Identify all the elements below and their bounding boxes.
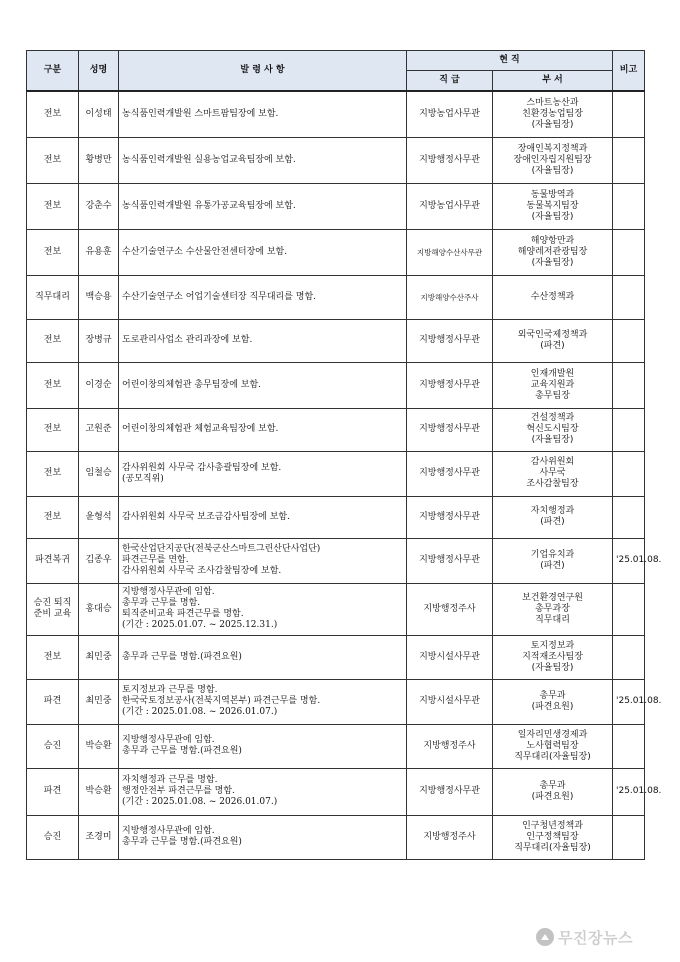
- cell-line: 직무대리: [535, 614, 570, 625]
- cell-line: 일자리민생경제과: [517, 729, 588, 740]
- cell-order: [119, 496, 407, 538]
- cell-note: [613, 275, 645, 319]
- cell-line: 지방행정사무관에 임함.: [122, 826, 215, 836]
- cell-dept: [493, 724, 613, 768]
- cell-line: (파견): [540, 560, 565, 571]
- cell-line: 총무과 근무를 명함.: [122, 598, 201, 608]
- cell-line: (파견요원): [531, 791, 574, 802]
- cell-order: [119, 362, 407, 408]
- cell-rank: 지방행정주사: [407, 815, 493, 859]
- cell-dept: [493, 679, 613, 724]
- cell-line: 수산기술연구소 어업기술센터장 직무대리를 명함.: [122, 291, 317, 302]
- cell-category: 전보: [27, 137, 79, 183]
- cell-category: [27, 583, 79, 635]
- cell-line: 한국국토정보공사(전북지역본부) 파견근무를 명함.: [122, 696, 321, 706]
- table-row: [27, 815, 645, 859]
- table-row: [27, 362, 645, 408]
- cell-name: 최민중: [79, 635, 119, 679]
- cell-line: 인구정책팀장: [526, 831, 579, 842]
- personnel-table: [26, 50, 662, 860]
- cell-order: [119, 768, 407, 815]
- cell-line: 직무대리(자율팀장): [514, 751, 591, 762]
- cell-dept: [493, 451, 613, 496]
- cell-line: 혁신도시팀장: [526, 424, 579, 434]
- table-row: [27, 275, 645, 319]
- cell-order: [119, 583, 407, 635]
- cell-line: 감사위원회 사무국 조사감찰팀장에 보함.: [122, 566, 282, 576]
- cell-dept: [493, 183, 613, 229]
- cell-dept: [493, 137, 613, 183]
- header-name: 성명: [79, 51, 119, 92]
- cell-order: [119, 137, 407, 183]
- cell-line: 파견근무를 면함.: [122, 555, 189, 565]
- cell-line: 수산기술연구소 수산물안전센터장에 보함.: [122, 246, 288, 257]
- cell-name: 최민중: [79, 679, 119, 724]
- cell-name: 백승용: [79, 275, 119, 319]
- watermark-text: 무진장뉴스: [558, 928, 633, 947]
- cell-name: 유용훈: [79, 229, 119, 275]
- cell-order: [119, 679, 407, 724]
- cell-name: 이경순: [79, 362, 119, 408]
- cell-dept: [493, 91, 613, 137]
- cell-note: [613, 408, 645, 451]
- cell-line: 총무과 근무를 명함.(파견요원): [122, 837, 242, 847]
- cell-line: 수산정책과: [530, 291, 575, 302]
- cell-category: 파견: [27, 679, 79, 724]
- cell-rank: 지방농업사무관: [407, 183, 493, 229]
- cell-rank: 지방행정사무관: [407, 408, 493, 451]
- cell-order: [119, 408, 407, 451]
- cell-line: (파견): [540, 340, 565, 351]
- cell-line: (자율팀장): [531, 119, 574, 130]
- cell-order: [119, 538, 407, 583]
- cell-name: 황병만: [79, 137, 119, 183]
- cell-name: 이성태: [79, 91, 119, 137]
- cell-category: 전보: [27, 362, 79, 408]
- table-row: [27, 451, 645, 496]
- cell-dept: [493, 362, 613, 408]
- cell-line: 행정안전부 파견근무를 명함.: [122, 786, 235, 796]
- cell-line: 직무대리(자율팀장): [514, 842, 591, 853]
- cell-rank: 지방행정주사: [407, 724, 493, 768]
- cell-line: 농식품인력개발원 유통가공교육팀장에 보함.: [122, 200, 296, 211]
- table-row: [27, 229, 645, 275]
- table-row: [27, 183, 645, 229]
- cell-rank: 지방시설사무관: [407, 679, 493, 724]
- cell-line: 해양레저관광팀장: [517, 246, 588, 257]
- watermark-logo-icon: [536, 928, 554, 946]
- cell-line: 장애인복지정책과: [517, 143, 588, 154]
- cell-category: 파견: [27, 768, 79, 815]
- cell-order: [119, 724, 407, 768]
- cell-line: 노사협력팀장: [526, 740, 579, 751]
- table-row: [27, 583, 645, 635]
- cell-line: 인재개발원: [530, 368, 575, 379]
- cell-rank: 지방행정주사: [407, 583, 493, 635]
- cell-line: 토지정보과 근무를 명함.: [122, 685, 218, 695]
- cell-order: [119, 183, 407, 229]
- cell-line: (자율팀장): [531, 435, 574, 445]
- cell-note: [613, 362, 645, 408]
- cell-category: 전보: [27, 319, 79, 362]
- cell-rank: 지방시설사무관: [407, 635, 493, 679]
- cell-note: [613, 319, 645, 362]
- cell-line: 자치행정과 근무를 명함.: [122, 775, 218, 785]
- cell-category: 승진: [27, 815, 79, 859]
- cell-line: 동물복지팀장: [526, 200, 579, 211]
- table-row: [27, 724, 645, 768]
- cell-name: 조경미: [79, 815, 119, 859]
- cell-order: [119, 275, 407, 319]
- cell-rank: 지방행정사무관: [407, 451, 493, 496]
- cell-order: [119, 229, 407, 275]
- header-category: 구분: [27, 51, 79, 92]
- table-header: [27, 51, 645, 92]
- cell-line: (파견): [540, 517, 565, 527]
- cell-line: 지방행정사무관에 임함.: [122, 587, 215, 597]
- cell-line: 기업유치과: [530, 549, 575, 560]
- cell-rank: 지방행정사무관: [407, 137, 493, 183]
- cell-note: [613, 229, 645, 275]
- cell-category: 전보: [27, 183, 79, 229]
- cell-line: 총무과 근무를 명함.(파견요원): [122, 746, 242, 756]
- cell-note: [613, 137, 645, 183]
- cell-line: 감사위원회 사무국 보조금감사팀장에 보함.: [122, 511, 290, 522]
- cell-name: 윤형석: [79, 496, 119, 538]
- header-note: 비고: [613, 51, 645, 92]
- cell-line: 지방행정사무관에 임함.: [122, 735, 215, 745]
- cell-line: 감사위원회: [530, 457, 575, 467]
- cell-line: (자율팀장): [531, 211, 574, 222]
- cell-rank: 지방농업사무관: [407, 91, 493, 137]
- cell-rank: 지방행정사무관: [407, 496, 493, 538]
- table-row: [27, 496, 645, 538]
- cell-line: 어린이창의체험관 체험교육팀장에 보함.: [122, 424, 279, 434]
- cell-line: 스마트농산과: [526, 97, 579, 108]
- cell-line: 승진 퇴직준비 교육: [33, 598, 72, 619]
- cell-line: 농식품인력개발원 스마트팜팀장에 보함.: [122, 108, 279, 119]
- table-row: [27, 635, 645, 679]
- cell-line: (자율팀장): [531, 165, 574, 176]
- cell-order: [119, 815, 407, 859]
- table-row: [27, 538, 645, 583]
- table-row: [27, 408, 645, 451]
- header-current: 현 직: [407, 51, 613, 71]
- cell-dept: [493, 408, 613, 451]
- cell-note: '25.01.08.: [613, 538, 645, 583]
- cell-order: [119, 635, 407, 679]
- cell-line: 어린이창의체험관 총무팀장에 보함.: [122, 379, 261, 390]
- cell-rank: 지방행정사무관: [407, 319, 493, 362]
- table-row: [27, 91, 645, 137]
- cell-rank: 지방행정사무관: [407, 362, 493, 408]
- cell-line: 조사감찰팀장: [526, 479, 579, 489]
- cell-line: 해양항만과: [530, 235, 575, 246]
- cell-name: 고원준: [79, 408, 119, 451]
- cell-name: 임철승: [79, 451, 119, 496]
- cell-line: 지적재조사팀장: [522, 651, 583, 662]
- cell-note: '25.01.08.: [613, 679, 645, 724]
- cell-rank: 지방행정사무관: [407, 768, 493, 815]
- cell-dept: [493, 319, 613, 362]
- cell-line: 자치행정과: [530, 506, 575, 516]
- cell-line: 건설정책과: [530, 413, 575, 423]
- cell-category: 직무대리: [27, 275, 79, 319]
- cell-note: [613, 583, 645, 635]
- cell-name: 김종우: [79, 538, 119, 583]
- cell-line: 친환경농업팀장: [522, 108, 583, 119]
- cell-order: [119, 319, 407, 362]
- cell-line: 보건환경연구원: [522, 592, 583, 603]
- cell-rank: 지방해양수산주사: [407, 275, 493, 319]
- header-rank: 직 급: [407, 71, 493, 92]
- cell-name: 홍대승: [79, 583, 119, 635]
- cell-note: [613, 496, 645, 538]
- table-row: [27, 137, 645, 183]
- cell-line: 한국산업단지공단(전북군산스마트그린산단사업단): [122, 544, 321, 554]
- cell-line: 도로관리사업소 관리과장에 보함.: [122, 335, 253, 345]
- cell-dept: [493, 815, 613, 859]
- cell-line: (기간 : 2025.01.08. ~ 2026.01.07.): [122, 797, 278, 807]
- cell-line: 감사위원회 사무국 감사총괄팀장에 보함.: [122, 462, 282, 473]
- cell-line: 농식품인력개발원 실용농업교육팀장에 보함.: [122, 154, 296, 165]
- cell-dept: [493, 496, 613, 538]
- cell-dept: [493, 635, 613, 679]
- cell-name: 박승환: [79, 724, 119, 768]
- cell-line: 퇴직준비교육 파견근무를 명함.: [122, 609, 244, 619]
- cell-line: (파견요원): [531, 701, 574, 712]
- cell-line: 교육지원과: [530, 379, 575, 390]
- table-body: [27, 91, 662, 859]
- cell-rank: 지방행정사무관: [407, 538, 493, 583]
- cell-note: [613, 183, 645, 229]
- cell-name: 강춘수: [79, 183, 119, 229]
- cell-category: 전보: [27, 496, 79, 538]
- cell-line: 총무과: [539, 780, 566, 791]
- cell-category: 승진: [27, 724, 79, 768]
- cell-line: (자율팀장): [531, 662, 574, 673]
- cell-line: (공모직위): [122, 473, 164, 484]
- cell-line: (기간 : 2025.01.07. ~ 2025.12.31.): [122, 620, 278, 630]
- cell-line: 사무국: [539, 468, 566, 478]
- cell-category: 전보: [27, 408, 79, 451]
- header-dept: 부 서: [493, 71, 613, 92]
- cell-name: 장병규: [79, 319, 119, 362]
- cell-category: 전보: [27, 229, 79, 275]
- cell-category: 파견복귀: [27, 538, 79, 583]
- cell-dept: [493, 229, 613, 275]
- cell-line: 총무팀장: [535, 390, 570, 401]
- cell-dept: [493, 538, 613, 583]
- cell-dept: [493, 583, 613, 635]
- cell-note: '25.01.08.: [613, 768, 645, 815]
- cell-rank: 지방해양수산사무관: [407, 229, 493, 275]
- table-row: [27, 319, 645, 362]
- cell-category: 전보: [27, 635, 79, 679]
- cell-line: 토지정보과: [530, 640, 575, 651]
- cell-line: (기간 : 2025.01.08. ~ 2026.01.07.): [122, 707, 278, 717]
- cell-dept: [493, 275, 613, 319]
- cell-dept: [493, 768, 613, 815]
- cell-note: [613, 91, 645, 137]
- cell-order: [119, 91, 407, 137]
- header-order: 발 령 사 항: [119, 51, 407, 92]
- cell-line: 외국인국제정책과: [517, 329, 588, 340]
- cell-note: [613, 451, 645, 496]
- cell-line: 장애인자립지원팀장: [513, 154, 592, 165]
- cell-line: 동물방역과: [530, 189, 575, 200]
- cell-line: 총무과장: [535, 603, 570, 614]
- cell-note: [613, 635, 645, 679]
- table-row: [27, 768, 645, 815]
- cell-line: (자율팀장): [531, 257, 574, 268]
- cell-note: [613, 815, 645, 859]
- cell-line: 총무과: [539, 690, 566, 701]
- cell-category: 전보: [27, 451, 79, 496]
- cell-line: 총무과 근무를 명함.(파견요원): [122, 651, 242, 662]
- watermark: [536, 926, 633, 948]
- cell-line: 인구청년정책과: [522, 820, 583, 831]
- cell-category: 전보: [27, 91, 79, 137]
- cell-name: 박승환: [79, 768, 119, 815]
- cell-order: [119, 451, 407, 496]
- table-row: [27, 679, 645, 724]
- cell-note: [613, 724, 645, 768]
